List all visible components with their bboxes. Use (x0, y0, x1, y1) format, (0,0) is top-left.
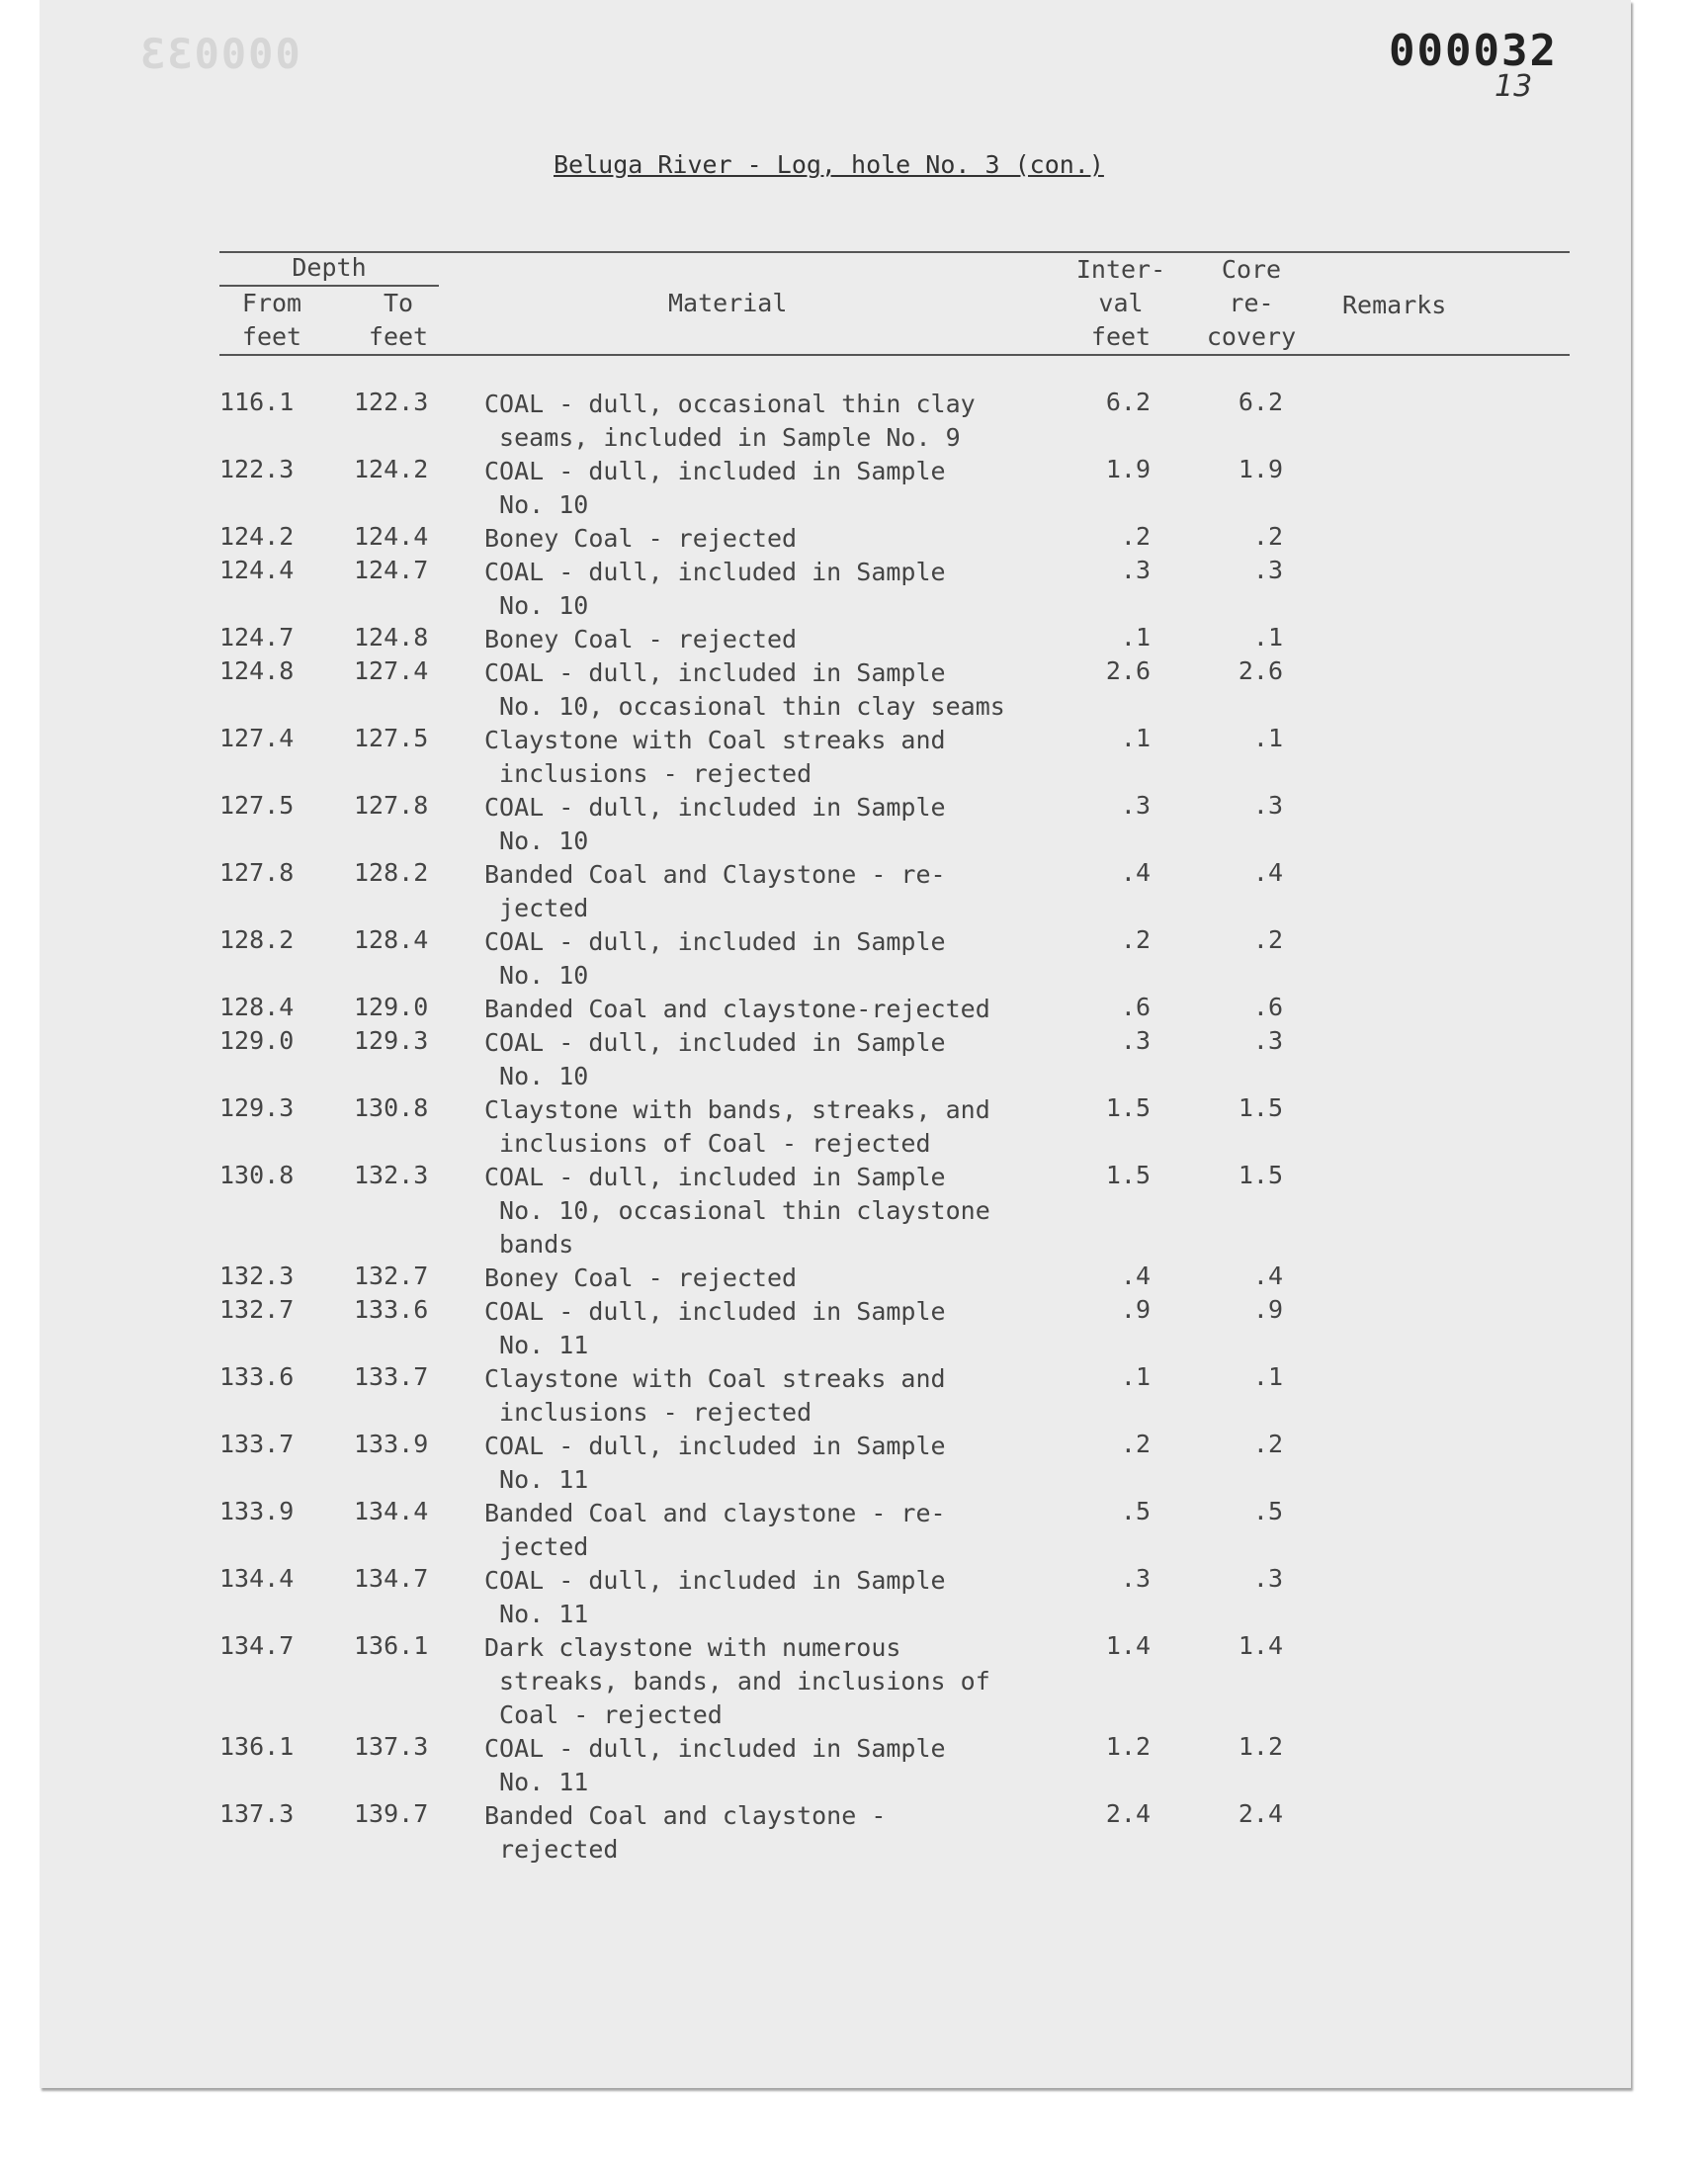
material-cell: Banded Coal and Claystone - re- jected (484, 860, 946, 922)
core-recovery-cell: .2 (1252, 1430, 1283, 1458)
page-number: 13 (1494, 69, 1533, 104)
depth-to-cell: 122.3 (354, 388, 429, 416)
core-recovery-cell: 1.9 (1238, 455, 1283, 483)
interval-cell: .6 (1120, 993, 1151, 1021)
depth-from-cell: 127.4 (219, 724, 295, 752)
material-cell: COAL - dull, included in Sample No. 10, occasional thin clay seams (484, 658, 1005, 721)
depth-to-cell: 129.3 (354, 1026, 429, 1055)
material-cell: Banded Coal and claystone-rejected (484, 995, 990, 1023)
depth-from-cell: 130.8 (219, 1161, 295, 1189)
core-recovery-cell: .3 (1252, 1564, 1283, 1593)
interval-cell: 1.2 (1105, 1732, 1151, 1761)
interval-cell: .4 (1120, 858, 1151, 887)
interval-cell: .3 (1120, 791, 1151, 820)
material-cell: COAL - dull, included in Sample No. 11 (484, 1297, 946, 1359)
interval-cell: 1.5 (1105, 1161, 1151, 1189)
core-recovery-cell: .5 (1252, 1497, 1283, 1525)
depth-to-cell: 130.8 (354, 1093, 429, 1122)
core-recovery-cell: 1.4 (1238, 1631, 1283, 1660)
core-recovery-cell: .3 (1252, 1026, 1283, 1055)
core-recovery-cell: .2 (1252, 522, 1283, 551)
header-from: From feet (241, 289, 302, 351)
depth-from-cell: 124.8 (219, 656, 295, 685)
interval-cell: 2.4 (1105, 1799, 1151, 1828)
material-cell: Boney Coal - rejected (484, 1263, 798, 1292)
material-cell: Claystone with Coal streaks and inclusions - rejected (484, 1364, 946, 1427)
core-recovery-cell: .9 (1252, 1295, 1283, 1324)
depth-to-cell: 139.7 (354, 1799, 429, 1828)
interval-cell: .2 (1120, 925, 1151, 954)
bleed-through-number: 000033 (138, 30, 300, 78)
interval-cell: .5 (1120, 1497, 1151, 1525)
depth-from-cell: 133.7 (219, 1430, 295, 1458)
depth-to-cell: 132.7 (354, 1262, 429, 1290)
core-recovery-cell: 2.6 (1238, 656, 1283, 685)
core-recovery-cell: .6 (1252, 993, 1283, 1021)
interval-cell: .4 (1120, 1262, 1151, 1290)
depth-from-cell: 132.3 (219, 1262, 295, 1290)
depth-to-cell: 133.7 (354, 1362, 429, 1391)
core-recovery-cell: 1.5 (1238, 1161, 1283, 1189)
interval-cell: 2.6 (1105, 656, 1151, 685)
depth-from-cell: 124.7 (219, 623, 295, 652)
interval-cell: .2 (1120, 522, 1151, 551)
material-cell: COAL - dull, included in Sample No. 10 (484, 927, 946, 990)
header-depth: Depth (292, 253, 367, 282)
core-recovery-cell: .1 (1252, 623, 1283, 652)
material-cell: COAL - dull, included in Sample No. 10 (484, 1028, 946, 1090)
interval-cell: .3 (1120, 1026, 1151, 1055)
header-core-recovery: Core re- covery (1206, 255, 1297, 351)
interval-cell: .9 (1120, 1295, 1151, 1324)
depth-to-cell: 134.7 (354, 1564, 429, 1593)
interval-cell: 6.2 (1105, 388, 1151, 416)
depth-from-cell: 134.4 (219, 1564, 295, 1593)
material-cell: COAL - dull, included in Sample No. 11 (484, 1432, 946, 1494)
header-material: Material (668, 289, 788, 317)
depth-from-cell: 128.2 (219, 925, 295, 954)
core-recovery-cell: .2 (1252, 925, 1283, 954)
depth-to-cell: 133.6 (354, 1295, 429, 1324)
core-recovery-cell: .4 (1252, 858, 1283, 887)
interval-cell: .2 (1120, 1430, 1151, 1458)
depth-to-cell: 132.3 (354, 1161, 429, 1189)
depth-to-cell: 128.2 (354, 858, 429, 887)
material-cell: COAL - dull, included in Sample No. 10 (484, 558, 946, 620)
interval-cell: .3 (1120, 556, 1151, 584)
depth-from-cell: 127.5 (219, 791, 295, 820)
core-recovery-cell: .3 (1252, 791, 1283, 820)
depth-from-cell: 128.4 (219, 993, 295, 1021)
material-cell: Boney Coal - rejected (484, 625, 798, 653)
material-cell: Claystone with Coal streaks and inclusions - rejected (484, 726, 946, 788)
depth-from-cell: 124.4 (219, 556, 295, 584)
depth-to-cell: 137.3 (354, 1732, 429, 1761)
depth-from-cell: 129.3 (219, 1093, 295, 1122)
depth-from-cell: 132.7 (219, 1295, 295, 1324)
depth-to-cell: 128.4 (354, 925, 429, 954)
depth-to-cell: 129.0 (354, 993, 429, 1021)
depth-to-cell: 124.4 (354, 522, 429, 551)
depth-from-cell: 133.6 (219, 1362, 295, 1391)
depth-from-cell: 134.7 (219, 1631, 295, 1660)
material-cell: COAL - dull, included in Sample No. 11 (484, 1566, 946, 1628)
material-cell: Dark claystone with numerous streaks, bands, and inclusions of Coal - rejected (484, 1633, 990, 1729)
depth-from-cell: 137.3 (219, 1799, 295, 1828)
depth-from-cell: 124.2 (219, 522, 295, 551)
material-cell: Banded Coal and claystone - re- jected (484, 1499, 946, 1561)
header-to: To feet (368, 289, 429, 351)
core-recovery-cell: 1.2 (1238, 1732, 1283, 1761)
interval-cell: .1 (1120, 724, 1151, 752)
material-cell: Boney Coal - rejected (484, 524, 798, 553)
depth-to-cell: 124.8 (354, 623, 429, 652)
depth-from-cell: 136.1 (219, 1732, 295, 1761)
depth-to-cell: 127.4 (354, 656, 429, 685)
core-recovery-cell: 6.2 (1238, 388, 1283, 416)
depth-to-cell: 136.1 (354, 1631, 429, 1660)
interval-cell: 1.4 (1105, 1631, 1151, 1660)
interval-cell: .3 (1120, 1564, 1151, 1593)
core-recovery-cell: .1 (1252, 724, 1283, 752)
document-page (40, 0, 1631, 2088)
table-header-rule (219, 354, 1570, 356)
material-cell: COAL - dull, included in Sample No. 10 (484, 457, 946, 519)
core-recovery-cell: .4 (1252, 1262, 1283, 1290)
material-cell: Banded Coal and claystone - rejected (484, 1801, 887, 1864)
header-interval: Inter- val feet (1075, 255, 1166, 351)
depth-to-cell: 134.4 (354, 1497, 429, 1525)
depth-from-cell: 122.3 (219, 455, 295, 483)
interval-cell: .1 (1120, 623, 1151, 652)
material-cell: COAL - dull, included in Sample No. 10, occasional thin claystone bands (484, 1163, 990, 1259)
material-cell: COAL - dull, included in Sample No. 10 (484, 793, 946, 855)
document-number: 000032 (1389, 26, 1558, 76)
interval-cell: 1.5 (1105, 1093, 1151, 1122)
depth-to-cell: 124.2 (354, 455, 429, 483)
core-recovery-cell: 2.4 (1238, 1799, 1283, 1828)
core-recovery-cell: .3 (1252, 556, 1283, 584)
depth-from-cell: 129.0 (219, 1026, 295, 1055)
depth-to-cell: 124.7 (354, 556, 429, 584)
core-recovery-cell: 1.5 (1238, 1093, 1283, 1122)
material-cell: Claystone with bands, streaks, and inclusions of Coal - rejected (484, 1095, 990, 1158)
depth-from-cell: 133.9 (219, 1497, 295, 1525)
core-recovery-cell: .1 (1252, 1362, 1283, 1391)
depth-from-cell: 116.1 (219, 388, 295, 416)
material-cell: COAL - dull, included in Sample No. 11 (484, 1734, 946, 1796)
depth-to-cell: 133.9 (354, 1430, 429, 1458)
depth-to-cell: 127.5 (354, 724, 429, 752)
depth-from-cell: 127.8 (219, 858, 295, 887)
interval-cell: .1 (1120, 1362, 1151, 1391)
header-remarks: Remarks (1342, 291, 1447, 319)
material-cell: COAL - dull, occasional thin clay seams, included in Sample No. 9 (484, 390, 976, 452)
page-title: Beluga River - Log, hole No. 3 (con.) (554, 150, 1104, 179)
interval-cell: 1.9 (1105, 455, 1151, 483)
depth-to-cell: 127.8 (354, 791, 429, 820)
